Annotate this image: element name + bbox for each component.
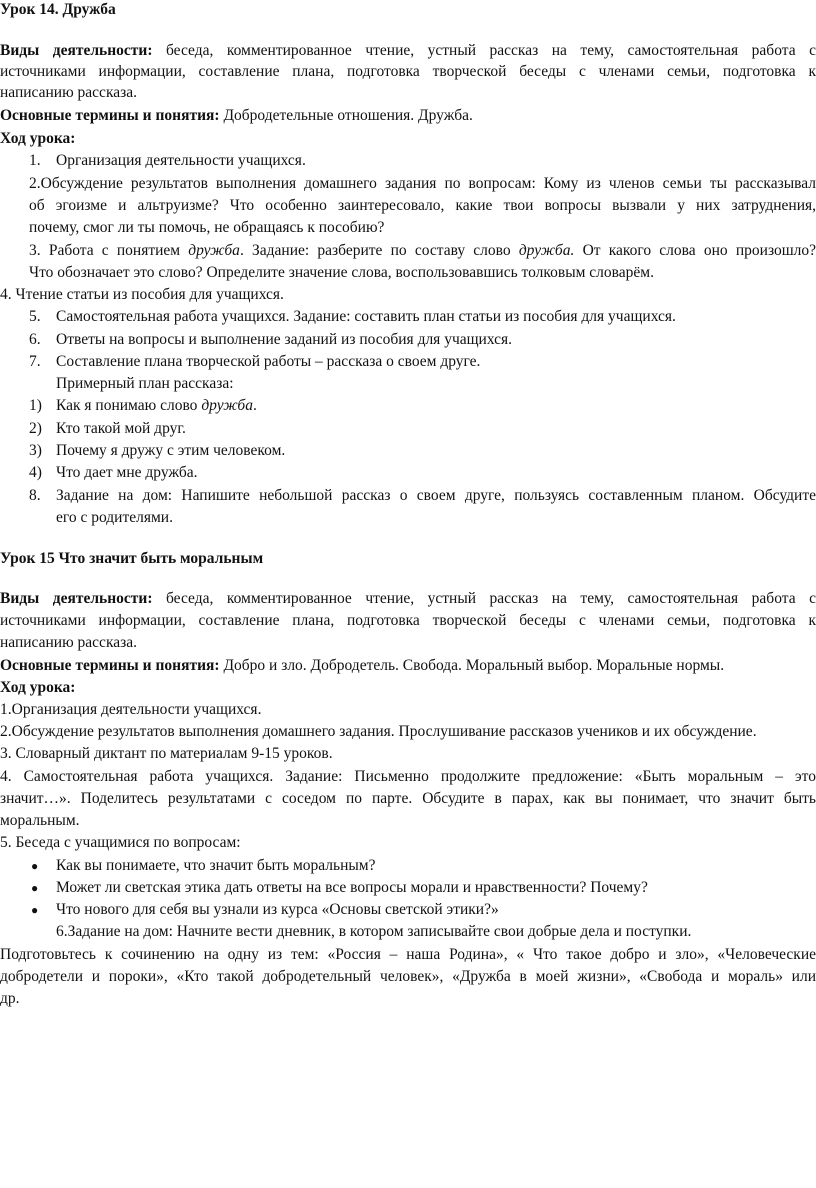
- lesson15-step2: 2.Обсуждение результатов выполнения домашнего задания. Прослушивание рассказов учеников и их обсуждение.: [0, 723, 757, 740]
- lesson14-step6-number: 6.: [29, 331, 41, 348]
- lesson14-step7: Составление плана творческой работы – рассказа о своем друге.: [56, 353, 481, 370]
- lesson14-step5: Самостоятельная работа учащихся. Задание: составить план статьи из пособия для учащихся.: [56, 308, 676, 325]
- plan-item-1-number: 1): [29, 397, 42, 414]
- lesson14-course-heading: Ход урока:: [0, 130, 76, 147]
- lesson14-step1: Организация деятельности учащихся.: [56, 152, 306, 169]
- plan-item-1: Как я понимаю слово дружба.: [56, 397, 257, 414]
- bullet-icon: ●: [31, 881, 39, 895]
- lesson14-step4: 4. Чтение статьи из пособия для учащихся.: [0, 286, 284, 303]
- bullet-icon: ●: [31, 903, 39, 917]
- lesson15-title: Урок 15 Что значит быть моральным: [0, 550, 264, 567]
- bullet-icon: ●: [31, 859, 39, 873]
- lesson14-activities-line1: Виды деятельности: беседа, комментированное чтение, устный рассказ на тему, самостоятельная работа с: [0, 42, 816, 59]
- lesson14-step2-line1: 2.Обсуждение результатов выполнения домашнего задания по вопросам: Кому из членов семьи ты рассказывал: [29, 175, 816, 192]
- lesson15-step1: 1.Организация деятельности учащихся.: [0, 701, 262, 718]
- lesson14-step8-number: 8.: [29, 487, 41, 504]
- lesson15-activities-line2: источниками информации, составление плана, подготовка творческой беседы с членами семьи, подготовка к: [0, 612, 816, 629]
- lesson15-step6: 6.Задание на дом: Начните вести дневник, в котором записывайте свои добрые дела и поступки.: [56, 923, 692, 940]
- lesson15-course-heading: Ход урока:: [0, 679, 76, 696]
- lesson14-step2-line2: об эгоизме и альтруизме? Что особенно заинтересовало, какие твои вопросы вызвали у них затруднения,: [29, 197, 816, 214]
- plan-item-4: Что дает мне дружба.: [56, 464, 198, 481]
- lesson14-step7-number: 7.: [29, 353, 41, 370]
- lesson15-essay-line1: Подготовьтесь к сочинению на одну из тем: «Россия – наша Родина», « Что такое добро и зло», «Человеческие: [0, 946, 816, 963]
- lesson14-step8-line2: его с родителями.: [56, 509, 173, 526]
- plan-item-3-number: 3): [29, 442, 42, 459]
- lesson14-step6: Ответы на вопросы и выполнение заданий из пособия для учащихся.: [56, 331, 513, 348]
- lesson14-step1-number: 1.: [29, 152, 41, 169]
- question-item-1: Как вы понимаете, что значит быть моральным?: [56, 857, 376, 874]
- lesson15-activities-line3: написанию рассказа.: [0, 634, 137, 651]
- lesson14-plan-heading: Примерный план рассказа:: [56, 375, 234, 392]
- question-item-3: Что нового для себя вы узнали из курса «Основы светской этики?»: [56, 901, 499, 918]
- lesson15-step4-line1: 4. Самостоятельная работа учащихся. Задание: Письменно продолжите предложение: «Быть моральным – это: [0, 768, 816, 785]
- lesson14-terms: Основные термины и понятия: Добродетельные отношения. Дружба.: [0, 107, 473, 124]
- lesson14-step2-line3: почему, смог ли ты помочь, не обращаясь к пособию?: [29, 219, 385, 236]
- lesson15-essay-line3: др.: [0, 990, 20, 1007]
- lesson15-activities-line1: Виды деятельности: беседа, комментированное чтение, устный рассказ на тему, самостоятельная работа с: [0, 590, 816, 607]
- question-item-2: Может ли светская этика дать ответы на все вопросы морали и нравственности? Почему?: [56, 879, 648, 896]
- lesson14-activities-line3: написанию рассказа.: [0, 84, 137, 101]
- lesson15-terms: Основные термины и понятия: Добро и зло. Добродетель. Свобода. Моральный выбор. Моральные нормы.: [0, 657, 725, 674]
- plan-item-2: Кто такой мой друг.: [56, 420, 186, 437]
- lesson15-step3: 3. Словарный диктант по материалам 9-15 уроков.: [0, 745, 333, 762]
- lesson14-step8-line1: Задание на дом: Напишите небольшой рассказ о своем друге, пользуясь составленным планом. Обсудите: [56, 487, 816, 504]
- lesson15-step4-line3: моральным.: [0, 812, 80, 829]
- lesson15-step5: 5. Беседа с учащимися по вопросам:: [0, 834, 241, 851]
- lesson14-step3-line2: Что обозначает это слово? Определите значение слова, воспользовавшись толковым словарём.: [29, 264, 654, 281]
- lesson14-title: Урок 14. Дружба: [0, 1, 116, 18]
- plan-item-4-number: 4): [29, 464, 42, 481]
- lesson15-step4-line2: значит…». Поделитесь результатами с соседом по парте. Обсудите в парах, как вы понимает, что значит быть: [0, 790, 816, 807]
- lesson15-essay-line2: добродетели и пороки», «Кто такой добродетельный человек», «Дружба в моей жизни», «Свобода и мораль» или: [0, 968, 816, 985]
- lesson14-activities-line2: источниками информации, составление плана, подготовка творческой беседы с членами семьи, подготовка к: [0, 63, 816, 80]
- lesson14-step3-line1: 3. Работа с понятием дружба. Задание: разберите по составу слово дружба. От какого слова оно произошло?: [29, 242, 816, 259]
- lesson14-step5-number: 5.: [29, 308, 41, 325]
- plan-item-3: Почему я дружу с этим человеком.: [56, 442, 286, 459]
- plan-item-2-number: 2): [29, 420, 42, 437]
